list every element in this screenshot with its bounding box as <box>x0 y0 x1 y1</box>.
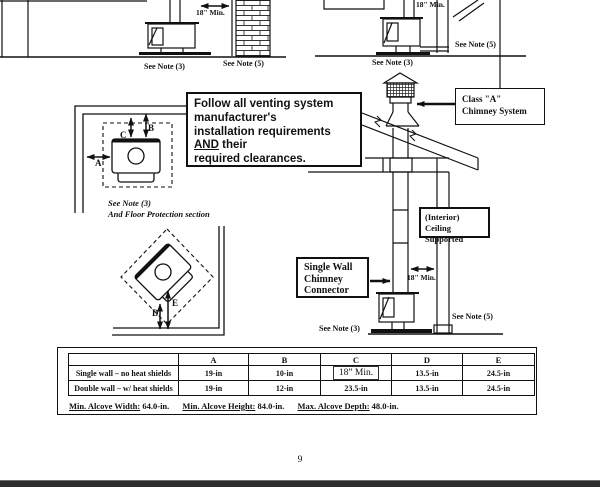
header-e: E <box>463 354 535 366</box>
clearance-a-label: A <box>95 158 102 168</box>
table-row <box>69 366 535 381</box>
topview-note-line1: See Note (3) <box>108 198 151 208</box>
clearance-d-label: D <box>152 308 159 318</box>
row2-a: 19-in <box>179 381 249 396</box>
note3-top-right: See Note (3) <box>372 58 413 67</box>
venting-callout <box>186 92 362 167</box>
note3-top-left: See Note (3) <box>144 62 185 71</box>
clearance-c-label: C <box>120 130 127 140</box>
footnote-depth-label: Max. Alcove Depth: <box>297 401 370 411</box>
table-row <box>69 381 535 396</box>
row1-label: Single wall – no heat shields <box>69 366 179 381</box>
figure-corner-view <box>112 226 224 335</box>
row1-c-annotation-box: 18” Min. <box>333 366 379 380</box>
row2-b: 12-in <box>249 381 321 396</box>
note5-top-right: See Note (5) <box>455 40 496 49</box>
footnote-depth-value: 48.0-in. <box>371 401 399 411</box>
row1-e: 24.5-in <box>463 366 535 381</box>
ceiling-supported-line1: (Interior) Ceiling <box>425 212 460 233</box>
footnote-height <box>182 401 284 411</box>
table-header-row <box>69 354 535 366</box>
header-c: C <box>321 354 392 366</box>
clearance-b-label: B <box>148 123 155 133</box>
connector-line1: Single Wall <box>304 262 353 273</box>
row2-label: Double wall – w/ heat shields <box>69 381 179 396</box>
header-d: D <box>392 354 463 366</box>
note3-main: See Note (3) <box>319 324 360 333</box>
connector-line3: Connector <box>304 285 349 296</box>
figure-alcove-front-view <box>0 0 286 57</box>
dim-label-top-right: 18" Min. <box>416 0 445 9</box>
row2-c: 23.5-in <box>321 381 392 396</box>
footnote-width-value: 64.0-in. <box>142 401 170 411</box>
alcove-footnote <box>69 401 410 411</box>
footnote-width <box>69 401 169 411</box>
venting-line3: installation requirements <box>194 125 331 138</box>
ceiling-supported-line2: Supported <box>425 234 464 244</box>
row1-a: 19-in <box>179 366 249 381</box>
venting-their: their <box>218 139 248 152</box>
ceiling-supported-callout <box>419 207 490 244</box>
class-a-line2: Chimney System <box>462 106 527 116</box>
header-a: A <box>179 354 249 366</box>
note5-top-left: See Note (5) <box>223 59 264 68</box>
header-blank <box>69 354 179 366</box>
connector-line2: Chimney <box>304 273 343 285</box>
venting-line2: manufacturer's <box>194 111 277 124</box>
clearance-e-label: E <box>172 298 179 308</box>
clearance-table-box <box>57 347 537 415</box>
footnote-height-value: 84.0-in. <box>257 401 285 411</box>
row2-d: 13.5-in <box>392 381 463 396</box>
venting-line4 <box>194 139 354 153</box>
note5-main: See Note (5) <box>452 312 493 321</box>
dim-label-top-left: 18" Min. <box>196 8 225 17</box>
venting-line5: required clearances. <box>194 153 306 166</box>
connector-callout <box>296 257 369 298</box>
dim-label-main: 18" Min. <box>407 273 436 282</box>
venting-line1: Follow all venting system <box>194 98 334 110</box>
footnote-depth <box>298 401 399 411</box>
class-a-line1: Class "A" <box>462 94 502 104</box>
page-number: 9 <box>297 455 303 465</box>
figure-alcove-top-view <box>75 106 186 213</box>
class-a-callout <box>455 88 545 125</box>
header-b: B <box>249 354 321 366</box>
footnote-height-label: Min. Alcove Height: <box>182 401 256 411</box>
venting-and: AND <box>194 139 219 152</box>
window-bottom-bar <box>0 480 600 487</box>
row1-c <box>321 366 392 381</box>
clearance-table <box>68 353 535 396</box>
row1-b: 10-in <box>249 366 321 381</box>
row2-e: 24.5-in <box>463 381 535 396</box>
footnote-width-label: Min. Alcove Width: <box>69 401 141 411</box>
topview-note-line2: And Floor Protection section <box>108 209 210 219</box>
row1-d: 13.5-in <box>392 366 463 381</box>
